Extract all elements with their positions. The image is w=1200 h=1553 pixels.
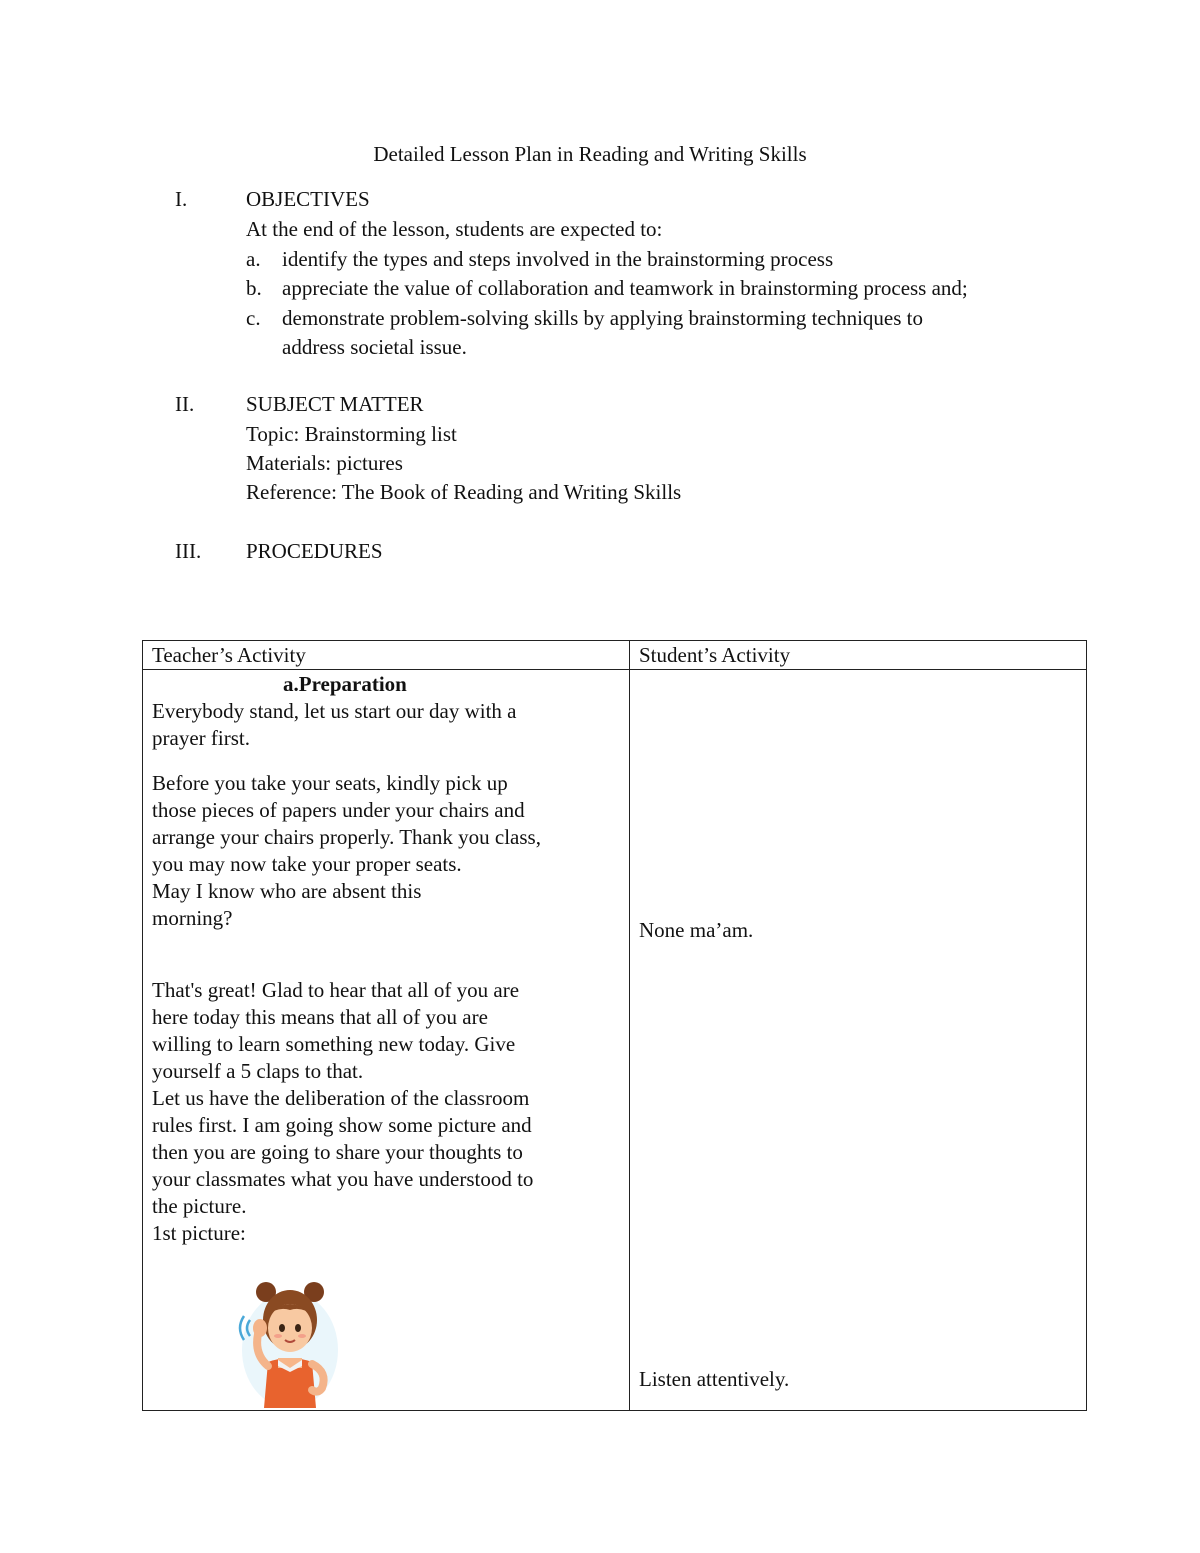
- student-activity-cell: [630, 670, 1087, 1411]
- teacher-line: willing to learn something new today. Give: [152, 1032, 516, 1056]
- section-heading: OBJECTIVES: [246, 187, 370, 211]
- teacher-line: arrange your chairs properly. Thank you class,: [152, 825, 541, 849]
- girl-listening-picture: [228, 1270, 348, 1410]
- teacher-line: That's great! Glad to hear that all of you are: [152, 978, 520, 1002]
- teacher-line: you may now take your proper seats.: [152, 852, 462, 876]
- teacher-line: May I know who are absent this: [152, 879, 422, 903]
- teacher-line: yourself a 5 claps to that.: [152, 1059, 364, 1083]
- objective-letter: a.: [246, 247, 261, 271]
- table-header-row: [143, 641, 1087, 670]
- section-numeral: III.: [175, 539, 202, 563]
- table-row: [143, 670, 1087, 1411]
- objectives-intro: At the end of the lesson, students are expected to:: [246, 217, 663, 241]
- objective-item: appreciate the value of collaboration and teamwork in brainstorming process and;: [282, 276, 968, 300]
- objective-item-continued: address societal issue.: [282, 335, 467, 359]
- teacher-line: Before you take your seats, kindly pick up: [152, 771, 508, 795]
- teacher-line: rules first. I am going show some picture and: [152, 1113, 532, 1137]
- section-numeral: II.: [175, 392, 195, 416]
- teacher-line: here today this means that all of you are: [152, 1005, 488, 1029]
- teacher-line: Let us have the deliberation of the classroom: [152, 1086, 530, 1110]
- teacher-line: Everybody stand, let us start our day with a: [152, 699, 517, 723]
- topic-line: Topic: Brainstorming list: [246, 422, 457, 446]
- preparation-heading: a.Preparation: [283, 672, 407, 696]
- document-title: Detailed Lesson Plan in Reading and Writing Skills: [373, 142, 807, 166]
- teacher-activity-cell: [143, 670, 630, 1411]
- section-heading: PROCEDURES: [246, 539, 383, 563]
- teacher-line: prayer first.: [152, 726, 250, 750]
- reference-line: Reference: The Book of Reading and Writing Skills: [246, 480, 682, 504]
- student-answer: None ma’am.: [639, 918, 754, 942]
- procedures-table: [142, 640, 1087, 1411]
- teacher-line: your classmates what you have understood to: [152, 1167, 534, 1191]
- materials-line: Materials: pictures: [246, 451, 403, 475]
- teacher-line: morning?: [152, 906, 233, 930]
- section-numeral: I.: [175, 187, 188, 211]
- student-activity-header: Student’s Activity: [630, 641, 1087, 670]
- objective-item: demonstrate problem-solving skills by applying brainstorming techniques to: [282, 306, 923, 330]
- teacher-line: those pieces of papers under your chairs and: [152, 798, 525, 822]
- teacher-line: the picture.: [152, 1194, 247, 1218]
- objective-item: identify the types and steps involved in the brainstorming process: [282, 247, 834, 271]
- teacher-line: then you are going to share your thoughts to: [152, 1140, 523, 1164]
- section-heading: SUBJECT MATTER: [246, 392, 424, 416]
- student-answer: Listen attentively.: [639, 1367, 790, 1391]
- teacher-activity-header: Teacher’s Activity: [143, 641, 630, 670]
- teacher-line: 1st picture:: [152, 1221, 246, 1245]
- objective-letter: c.: [246, 306, 261, 330]
- objective-letter: b.: [246, 276, 262, 300]
